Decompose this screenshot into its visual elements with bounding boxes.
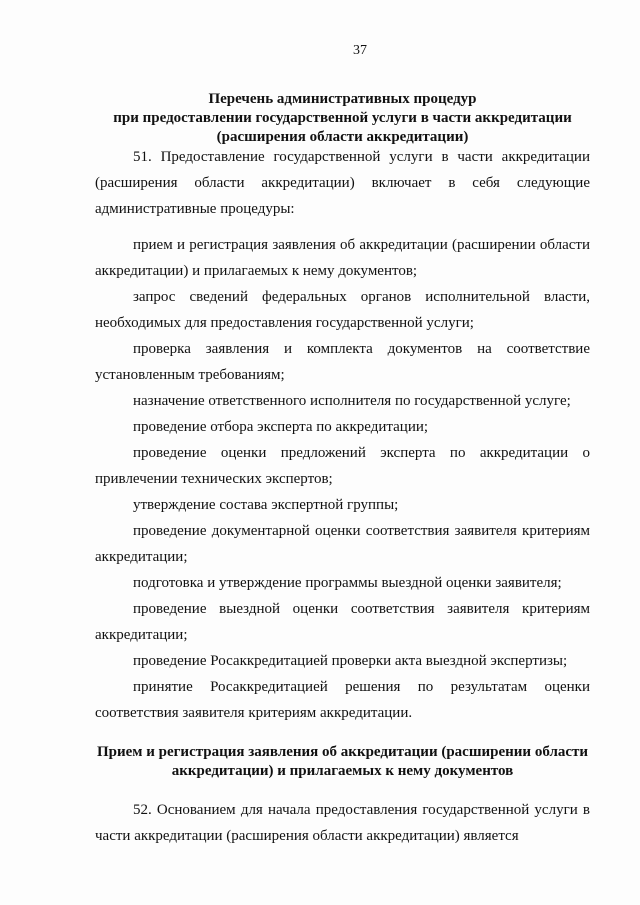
procedure-item: проведение отбора эксперта по аккредитации; bbox=[133, 419, 429, 435]
procedure-item: подготовка и утверждение программы выездной оценки заявителя; bbox=[133, 575, 562, 591]
procedure-item: принятие Росаккредитацией решения по результатам оценки соответствия заявителя критериям аккредитации. bbox=[95, 679, 590, 721]
paragraph-52: 52. Основанием для начала предоставления государственной услуги в части аккредитации (расширения области аккредитации) является bbox=[95, 802, 590, 844]
heading-line: Прием и регистрация заявления об аккредитации (расширении области bbox=[96, 744, 589, 760]
procedure-item: запрос сведений федеральных органов исполнительной власти, необходимых для предоставления государственной услуги; bbox=[95, 289, 590, 331]
heading-line: (расширения области аккредитации) bbox=[216, 129, 469, 145]
section-heading-administrative-procedures bbox=[95, 90, 590, 147]
heading-line: при предоставлении государственной услуги в части аккредитации bbox=[113, 110, 572, 126]
procedure-item: назначение ответственного исполнителя по государственной услуге; bbox=[133, 393, 571, 409]
procedure-item: проведение Росаккредитацией проверки акта выездной экспертизы; bbox=[133, 653, 568, 669]
procedure-item: проведение оценки предложений эксперта по аккредитации о привлечении технических экспертов; bbox=[95, 445, 590, 487]
paragraph-51: 51. Предоставление государственной услуги в части аккредитации (расширения области аккредитации) включает в себя следующие административные процедуры: bbox=[95, 149, 590, 217]
procedure-item: прием и регистрация заявления об аккредитации (расширении области аккредитации) и прилагаемых к нему документов; bbox=[95, 237, 590, 279]
procedure-item: утверждение состава экспертной группы; bbox=[133, 497, 399, 513]
procedure-item: проведение выездной оценки соответствия заявителя критериям аккредитации; bbox=[95, 601, 590, 643]
heading-line: Перечень административных процедур bbox=[208, 91, 477, 107]
heading-line: аккредитации) и прилагаемых к нему документов bbox=[171, 763, 514, 779]
page-number: 37 bbox=[353, 43, 367, 58]
section-heading-application-registration bbox=[95, 743, 590, 781]
procedure-item: проведение документарной оценки соответствия заявителя критериям аккредитации; bbox=[95, 523, 590, 565]
procedure-item: проверка заявления и комплекта документов на соответствие установленным требованиям; bbox=[95, 341, 590, 383]
